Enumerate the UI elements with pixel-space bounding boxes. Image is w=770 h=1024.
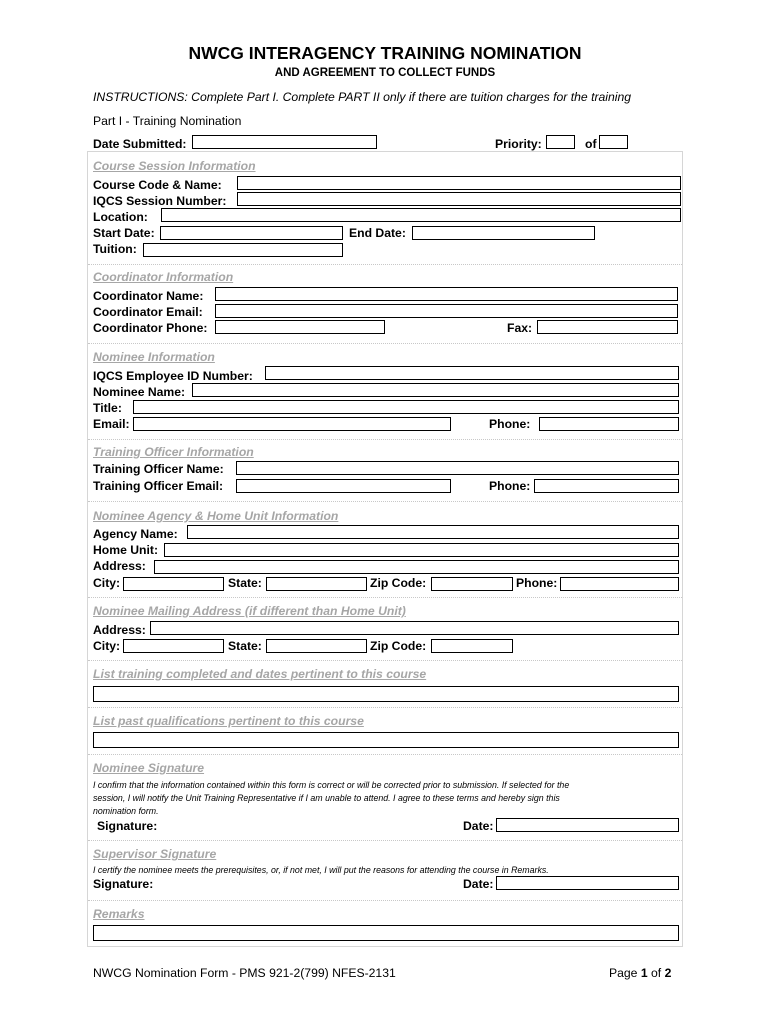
- mailing-zip-label: Zip Code:: [370, 639, 427, 653]
- section-divider: [88, 343, 682, 344]
- section-divider: [88, 597, 682, 598]
- start-date-field[interactable]: [160, 226, 343, 240]
- home-unit-field[interactable]: [164, 543, 679, 557]
- nominee-name-field[interactable]: [192, 383, 679, 397]
- nominee-phone-field[interactable]: [539, 417, 679, 431]
- nominee-date-field[interactable]: [496, 818, 679, 832]
- agency-phone-label: Phone:: [516, 576, 558, 590]
- fax-label: Fax:: [507, 321, 533, 335]
- agency-state-label: State:: [228, 576, 262, 590]
- page-total: 2: [664, 966, 672, 980]
- start-date-label: Start Date:: [93, 226, 155, 240]
- email-field[interactable]: [133, 417, 451, 431]
- training-list-heading: List training completed and dates pertinent to this course: [93, 667, 427, 681]
- mailing-address-field[interactable]: [150, 621, 679, 635]
- form-subtitle: AND AGREEMENT TO COLLECT FUNDS: [274, 67, 496, 79]
- nominee-phone-label: Phone:: [489, 417, 531, 431]
- nominee-agreement-text-1: I confirm that the information contained within this form is correct or will be corrected prior to submission. If selected for the: [93, 780, 570, 790]
- nominee-signature-heading: Nominee Signature: [93, 761, 205, 775]
- page-of: of: [651, 966, 662, 980]
- date-submitted-field[interactable]: [192, 135, 377, 149]
- mailing-zip-field[interactable]: [431, 639, 513, 653]
- agency-address-label: Address:: [93, 559, 146, 573]
- supervisor-signature-heading: Supervisor Signature: [93, 847, 217, 861]
- training-officer-email-field[interactable]: [236, 479, 451, 493]
- course-code-field[interactable]: [237, 176, 681, 190]
- nominee-agreement-text-3: nomination form.: [93, 806, 159, 816]
- end-date-field[interactable]: [412, 226, 595, 240]
- mailing-city-label: City:: [93, 639, 121, 653]
- nominee-date-label: Date:: [463, 819, 494, 833]
- mailing-state-field[interactable]: [266, 639, 367, 653]
- supervisor-certify-text: I certify the nominee meets the prerequisites, or, if not met, I will put the reasons for attending the course in Remarks.: [93, 865, 549, 875]
- section-divider: [88, 900, 682, 901]
- title-field[interactable]: [133, 400, 679, 414]
- title-label: Title:: [93, 401, 122, 415]
- qualifications-heading: List past qualifications pertinent to this course: [93, 714, 364, 728]
- section-divider: [88, 707, 682, 708]
- mailing-address-label: Address:: [93, 623, 146, 637]
- coordinator-phone-field[interactable]: [215, 320, 385, 334]
- section-divider: [88, 439, 682, 440]
- email-label: Email:: [93, 417, 130, 431]
- course-section-heading: Course Session Information: [93, 159, 256, 173]
- mailing-city-field[interactable]: [123, 639, 224, 653]
- qualifications-field[interactable]: [93, 732, 679, 748]
- iqcs-session-field[interactable]: [237, 192, 681, 206]
- agency-name-label: Agency Name:: [93, 527, 178, 541]
- nominee-signature-label: Signature:: [97, 819, 158, 833]
- nominee-section-heading: Nominee Information: [93, 350, 215, 364]
- agency-state-field[interactable]: [266, 577, 367, 591]
- coordinator-phone-label: Coordinator Phone:: [93, 321, 208, 335]
- footer-form-name: NWCG Nomination Form - PMS 921-2(799) NFES-2131: [93, 966, 396, 980]
- supervisor-date-field[interactable]: [496, 876, 679, 890]
- part-label: Part I - Training Nomination: [93, 114, 242, 128]
- training-officer-section-heading: Training Officer Information: [93, 445, 254, 459]
- training-officer-phone-field[interactable]: [534, 479, 679, 493]
- training-officer-name-label: Training Officer Name:: [93, 462, 224, 476]
- tuition-label: Tuition:: [93, 242, 137, 256]
- iqcs-session-label: IQCS Session Number:: [93, 194, 227, 208]
- training-officer-phone-label: Phone:: [489, 479, 531, 493]
- agency-zip-label: Zip Code:: [370, 576, 427, 590]
- section-divider: [88, 264, 682, 265]
- coordinator-email-field[interactable]: [215, 304, 678, 318]
- page-current: 1: [640, 966, 648, 980]
- footer-page-number: [609, 966, 671, 980]
- page-prefix: Page: [609, 966, 638, 980]
- agency-city-field[interactable]: [123, 577, 224, 591]
- mailing-section-heading: Nominee Mailing Address (if different than Home Unit): [93, 604, 406, 618]
- priority-of-label: of: [585, 137, 597, 151]
- agency-city-label: City:: [93, 576, 121, 590]
- mailing-state-label: State:: [228, 639, 262, 653]
- remarks-heading: Remarks: [93, 907, 145, 921]
- iqcs-employee-id-field[interactable]: [265, 366, 679, 380]
- agency-section-heading: Nominee Agency & Home Unit Information: [93, 509, 339, 523]
- fax-field[interactable]: [537, 320, 678, 334]
- section-divider: [88, 840, 682, 841]
- coordinator-email-label: Coordinator Email:: [93, 305, 203, 319]
- supervisor-date-label: Date:: [463, 877, 494, 891]
- section-divider: [88, 754, 682, 755]
- priority-label: Priority:: [495, 137, 542, 151]
- date-submitted-label: Date Submitted:: [93, 137, 187, 151]
- iqcs-employee-id-label: IQCS Employee ID Number:: [93, 369, 253, 383]
- priority-field[interactable]: [546, 135, 575, 149]
- section-divider: [88, 660, 682, 661]
- coordinator-name-label: Coordinator Name:: [93, 289, 204, 303]
- course-code-label: Course Code & Name:: [93, 178, 222, 192]
- tuition-field[interactable]: [143, 243, 343, 257]
- priority-of-field[interactable]: [599, 135, 628, 149]
- remarks-field[interactable]: [93, 925, 679, 941]
- supervisor-signature-label: Signature:: [93, 877, 154, 891]
- nominee-name-label: Nominee Name:: [93, 385, 186, 399]
- instructions: INSTRUCTIONS: Complete Part I. Complete PART II only if there are tuition charges for the training: [93, 90, 632, 104]
- agency-zip-field[interactable]: [431, 577, 513, 591]
- agency-phone-field[interactable]: [560, 577, 679, 591]
- agency-name-field[interactable]: [187, 525, 679, 539]
- coordinator-name-field[interactable]: [215, 287, 678, 301]
- training-officer-name-field[interactable]: [236, 461, 679, 475]
- nominee-agreement-text-2: session, I will notify the Unit Training Representative if I am unable to attend. I agree to these terms and hereby sign this: [93, 793, 560, 803]
- end-date-label: End Date:: [349, 226, 406, 240]
- form-title: NWCG INTERAGENCY TRAINING NOMINATION: [188, 43, 582, 63]
- training-officer-email-label: Training Officer Email:: [93, 479, 224, 493]
- training-list-field[interactable]: [93, 686, 679, 702]
- location-label: Location:: [93, 210, 148, 224]
- home-unit-label: Home Unit:: [93, 543, 158, 557]
- section-divider: [88, 501, 682, 502]
- agency-address-field[interactable]: [154, 560, 679, 574]
- coordinator-section-heading: Coordinator Information: [93, 270, 234, 284]
- location-field[interactable]: [161, 208, 681, 222]
